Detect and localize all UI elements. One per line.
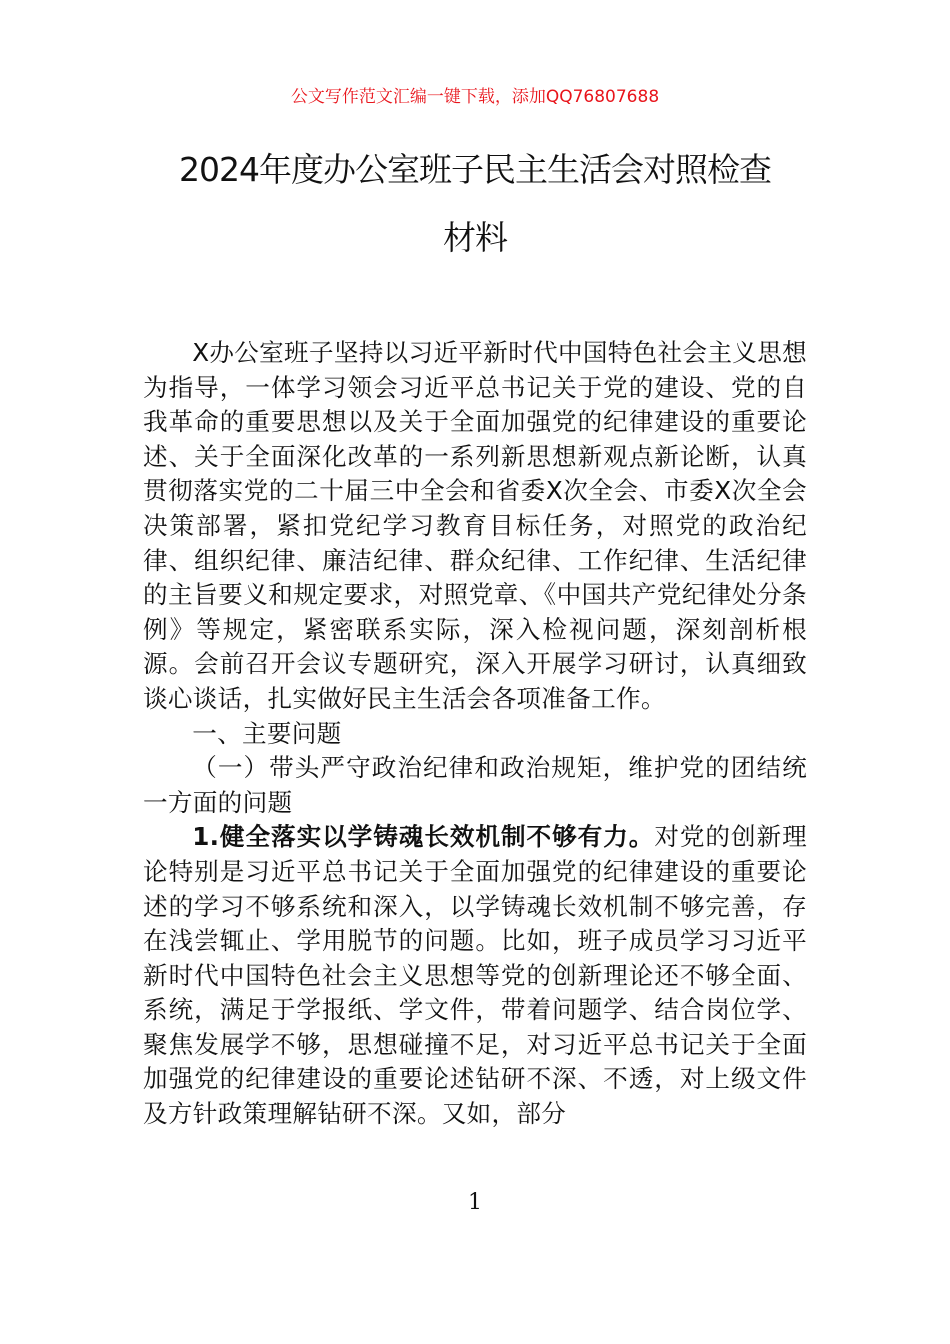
- document-body: [143, 336, 807, 1132]
- section-heading: 一、主要问题: [192, 718, 342, 748]
- watermark-link[interactable]: 公文写作范文汇编一键下载，添加QQ76807688: [290, 87, 660, 107]
- issue-paragraph: [143, 820, 807, 1131]
- page-number: 1: [468, 1190, 482, 1215]
- intro-paragraph: X办公室班子坚持以习近平新时代中国特色社会主义思想为指导，一体学习领会习近平总书记关于党的建设、党的自我革命的重要思想以及关于全面加强党的纪律建设的重要论述、关于全面深化改革的一系列新思想新观点新论断，认真贯彻落实党的二十届三中全会和省委X次全会、市委X次全会决策部署，紧扣党纪学习教育目标任务，对照党的政治纪律、组织纪律、廉洁纪律、群众纪律、工作纪律、生活纪律的主旨要义和规定要求，对照党章、《中国共产党纪律处分条例》等规定，紧密联系实际，深入检视问题，深刻剖析根源。会前召开会议专题研究，深入开展学习研讨，认真细致谈心谈话，扎实做好民主生活会各项准备工作。: [143, 338, 807, 713]
- document-title-line-2: 材料: [443, 218, 507, 257]
- subsection-heading: （一）带头严守政治纪律和政治规矩，维护党的团结统一方面的问题: [143, 753, 807, 817]
- issue-heading: 1.健全落实以学铸魂长效机制不够有力。: [192, 822, 655, 852]
- issue-text: 对党的创新理论特别是习近平总书记关于全面加强党的纪律建设的重要论述的学习不够系统和深入，以学铸魂长效机制不够完善，存在浅尝辄止、学用脱节的问题。比如，班子成员学习习近平新时代中国特色社会主义思想等党的创新理论还不够全面、系统，满足于学报纸、学文件，带着问题学、结合岗位学、聚焦发展学不够，思想碰撞不足，对习近平总书记关于全面加强党的纪律建设的重要论述钻研不深、不透，对上级文件及方针政策理解钻研不深。又如，部分: [143, 822, 807, 1129]
- document-title-line-1: 2024年度办公室班子民主生活会对照检查: [179, 150, 771, 189]
